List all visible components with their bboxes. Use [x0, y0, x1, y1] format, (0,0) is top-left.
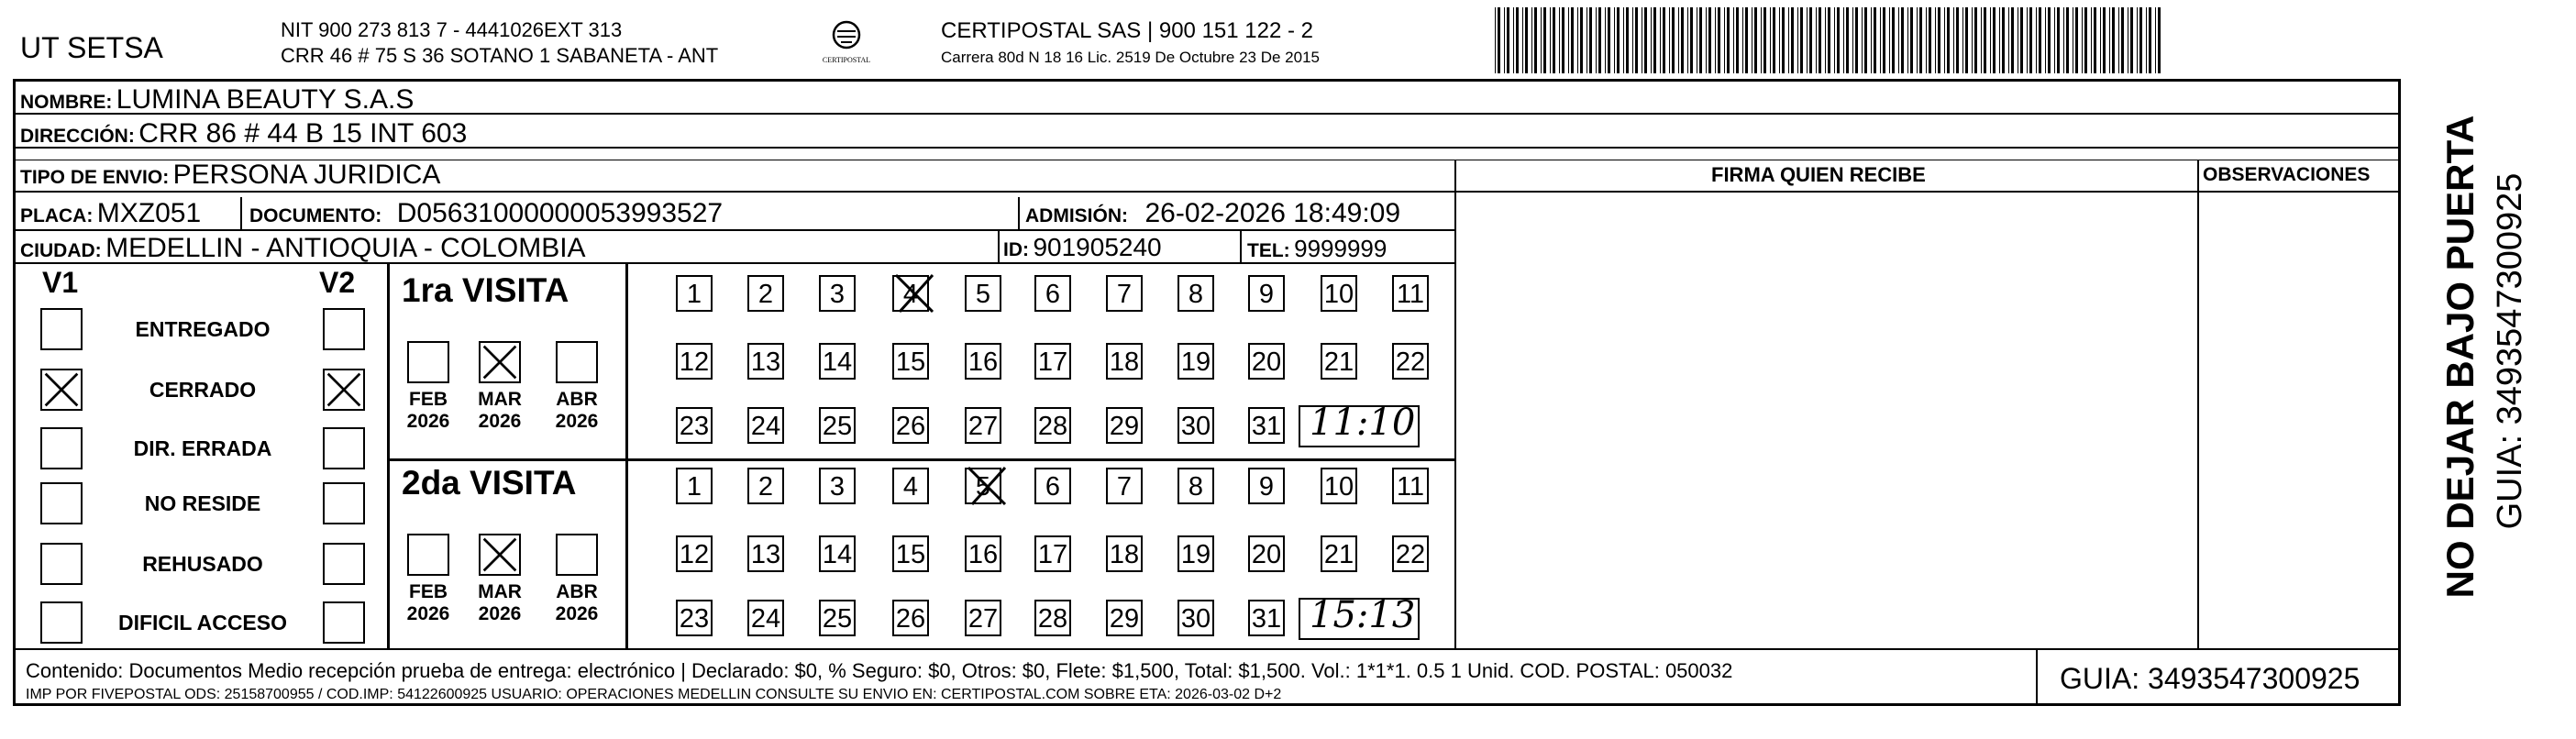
nombre-field — [20, 86, 414, 114]
month-checkbox-abr[interactable] — [556, 534, 598, 576]
tipo-envio-label: TIPO DE ENVIO: — [20, 167, 170, 188]
day-box[interactable]: 6 — [1034, 468, 1071, 504]
day-box[interactable]: 29 — [1106, 600, 1143, 636]
day-box[interactable]: 8 — [1177, 468, 1214, 504]
visit-title: 1ra VISITA — [402, 271, 569, 309]
day-box[interactable]: 21 — [1321, 535, 1357, 572]
observaciones-header: OBSERVACIONES — [2203, 164, 2371, 185]
carrier-line: CERTIPOSTAL SAS | 900 151 122 - 2 — [941, 18, 1313, 43]
day-box[interactable]: 31 — [1248, 407, 1285, 444]
day-box[interactable]: 18 — [1106, 343, 1143, 380]
day-box[interactable]: 15 — [892, 535, 929, 572]
firma-header: FIRMA QUIEN RECIBE — [1711, 163, 1926, 186]
month-checkbox-abr[interactable] — [556, 341, 598, 383]
day-box[interactable]: 14 — [819, 343, 856, 380]
status-label: DIR. ERRADA — [133, 436, 272, 460]
tipo-envio-value: PERSONA JURIDICA — [172, 160, 441, 190]
day-box[interactable]: 11 — [1392, 468, 1429, 504]
id-value: 901905240 — [1033, 233, 1162, 261]
day-box[interactable]: 16 — [965, 343, 1001, 380]
month-name: ABR — [556, 389, 598, 410]
visit-time-box[interactable] — [1299, 402, 1420, 447]
day-box[interactable]: 10 — [1321, 275, 1357, 312]
status-label: ENTREGADO — [135, 317, 271, 341]
month-name: FEB — [409, 389, 448, 410]
day-box[interactable]: 23 — [676, 407, 713, 444]
admision-label: ADMISIÓN: — [1025, 205, 1128, 226]
admision-field — [1025, 200, 1400, 227]
day-box[interactable]: 31 — [1248, 600, 1285, 636]
month-checkbox-mar[interactable] — [479, 341, 521, 383]
company-name: UT SETSA — [20, 31, 163, 64]
month-label — [549, 389, 604, 433]
barcode — [1495, 7, 2164, 73]
day-box[interactable]: 13 — [747, 535, 784, 572]
day-box[interactable]: 25 — [819, 600, 856, 636]
day-box[interactable]: 3 — [819, 275, 856, 312]
month-year: 2026 — [555, 603, 599, 625]
placa-value: MXZ051 — [96, 198, 202, 228]
day-box[interactable]: 19 — [1177, 343, 1214, 380]
day-box[interactable]: 30 — [1177, 407, 1214, 444]
day-box[interactable]: 16 — [965, 535, 1001, 572]
month-label — [472, 581, 527, 625]
month-year: 2026 — [478, 411, 522, 433]
nombre-value: LUMINA BEAUTY S.A.S — [116, 84, 415, 115]
tipo-envio-field — [20, 161, 440, 189]
license-line: Carrera 80d N 18 16 Lic. 2519 De Octubre 23 De 2015 — [941, 49, 1320, 66]
day-box[interactable]: 17 — [1034, 535, 1071, 572]
day-box[interactable]: 19 — [1177, 535, 1214, 572]
day-box[interactable]: 22 — [1392, 535, 1429, 572]
direccion-field — [20, 120, 467, 148]
day-box[interactable]: 2 — [747, 275, 784, 312]
day-box[interactable]: 1 — [676, 275, 713, 312]
day-box[interactable]: 14 — [819, 535, 856, 572]
v1-checkbox-4[interactable] — [40, 543, 83, 585]
month-checkbox-feb[interactable] — [407, 341, 449, 383]
day-box[interactable]: 5 — [965, 468, 1001, 504]
handwritten-time: 15:13 — [1310, 594, 1416, 636]
side-warning-area — [2408, 101, 2573, 623]
id-label: ID: — [1003, 239, 1029, 260]
header — [0, 0, 2576, 79]
month-label — [401, 389, 456, 433]
footer-guia: GUIA: 3493547300925 — [2060, 662, 2360, 695]
day-box[interactable]: 29 — [1106, 407, 1143, 444]
day-box[interactable]: 26 — [892, 407, 929, 444]
documento-field — [249, 200, 723, 227]
visit-time-box[interactable] — [1299, 594, 1420, 640]
day-box[interactable]: 23 — [676, 600, 713, 636]
day-box[interactable]: 24 — [747, 600, 784, 636]
month-name: ABR — [556, 581, 598, 602]
day-box[interactable]: 11 — [1392, 275, 1429, 312]
sender-address: CRR 46 # 75 S 36 SOTANO 1 SABANETA - ANT — [281, 44, 719, 67]
day-box[interactable]: 20 — [1248, 343, 1285, 380]
day-box[interactable]: 20 — [1248, 535, 1285, 572]
day-box[interactable]: 28 — [1034, 600, 1071, 636]
day-cross-mark — [963, 462, 1011, 510]
day-cross-mark — [890, 270, 938, 317]
v1-header: V1 — [42, 266, 79, 299]
day-box[interactable]: 2 — [747, 468, 784, 504]
day-box[interactable]: 7 — [1106, 275, 1143, 312]
v1-checkbox-1[interactable] — [40, 369, 83, 411]
tel-field — [1247, 237, 1387, 260]
v1-checkbox-0[interactable] — [40, 308, 83, 350]
day-box[interactable]: 18 — [1106, 535, 1143, 572]
day-box[interactable]: 25 — [819, 407, 856, 444]
v2-checkbox-3[interactable] — [323, 482, 365, 524]
day-box[interactable]: 3 — [819, 468, 856, 504]
day-box[interactable]: 13 — [747, 343, 784, 380]
month-checkbox-mar[interactable] — [479, 534, 521, 576]
month-label — [401, 581, 456, 625]
day-box[interactable]: 5 — [965, 275, 1001, 312]
status-label: DIFICIL ACCESO — [117, 611, 287, 634]
day-box[interactable]: 28 — [1034, 407, 1071, 444]
day-box[interactable]: 8 — [1177, 275, 1214, 312]
month-label — [549, 581, 604, 625]
ciudad-field — [20, 235, 586, 262]
ciudad-value: MEDELLIN - ANTIOQUIA - COLOMBIA — [105, 233, 586, 263]
nit-line: NIT 900 273 813 7 - 4441026EXT 313 — [281, 18, 623, 41]
status-label: REHUSADO — [142, 552, 263, 576]
v1-checkbox-5[interactable] — [40, 601, 83, 644]
day-box[interactable]: 12 — [676, 535, 713, 572]
month-year: 2026 — [406, 603, 450, 625]
day-box[interactable]: 22 — [1392, 343, 1429, 380]
day-box[interactable]: 4 — [892, 468, 929, 504]
nombre-label: NOMBRE: — [20, 92, 113, 113]
tel-value: 9999999 — [1294, 235, 1388, 262]
month-name: FEB — [409, 581, 448, 602]
day-box[interactable]: 9 — [1248, 275, 1285, 312]
side-guia: GUIA: 3493547300925 — [2491, 172, 2529, 530]
placa-label: PLACA: — [20, 205, 94, 226]
handwritten-time: 11:10 — [1310, 402, 1416, 444]
day-box[interactable]: 21 — [1321, 343, 1357, 380]
month-year: 2026 — [555, 411, 599, 433]
day-box[interactable]: 24 — [747, 407, 784, 444]
documento-label: DOCUMENTO: — [249, 205, 382, 226]
status-label: CERRADO — [149, 378, 257, 402]
contenido-line: Contenido: Documentos Medio recepción prueba de entrega: electrónico | Declarado: $0, % Seguro: $0, Otros: $0, Flete: $1,500, Total: $1,500. Vol.: 1*1*1. 0.5 1 Unid. COD. POSTAL: 050032 — [26, 659, 1733, 682]
day-box[interactable]: 4 — [892, 275, 929, 312]
day-box[interactable]: 30 — [1177, 600, 1214, 636]
v2-checkbox-2[interactable] — [323, 427, 365, 469]
no-dejar-bajo-puerta: NO DEJAR BAJO PUERTA — [2438, 115, 2482, 599]
day-box[interactable]: 7 — [1106, 468, 1143, 504]
month-name: MAR — [478, 581, 522, 602]
day-box[interactable]: 26 — [892, 600, 929, 636]
imp-line: IMP POR FIVEPOSTAL ODS: 25158700955 / COD.IMP: 54122600925 USUARIO: OPERACIONES MEDELLIN CONSULTE SU ENVIO EN: CERTIPOSTAL.COM SOBRE ETA: 2026-03-02 D+2 — [26, 687, 1282, 702]
admision-value: 26-02-2026 18:49:09 — [1144, 198, 1401, 228]
day-box[interactable]: 27 — [965, 600, 1001, 636]
day-box[interactable]: 12 — [676, 343, 713, 380]
documento-value: D05631000000053993527 — [396, 198, 724, 228]
direccion-label: DIRECCIÓN: — [20, 126, 135, 147]
month-year: 2026 — [406, 411, 450, 433]
day-box[interactable]: 27 — [965, 407, 1001, 444]
day-box[interactable]: 1 — [676, 468, 713, 504]
v1-checkbox-3[interactable] — [40, 482, 83, 524]
v2-checkbox-5[interactable] — [323, 601, 365, 644]
placa-field — [20, 200, 201, 227]
month-name: MAR — [478, 389, 522, 410]
status-label: NO RESIDE — [144, 491, 261, 515]
v2-checkbox-0[interactable] — [323, 308, 365, 350]
month-year: 2026 — [478, 603, 522, 625]
day-box[interactable]: 6 — [1034, 275, 1071, 312]
day-box[interactable]: 15 — [892, 343, 929, 380]
v1-checkbox-2[interactable] — [40, 427, 83, 469]
visit-title: 2da VISITA — [402, 464, 577, 502]
tel-label: TEL: — [1247, 240, 1290, 261]
direccion-value: CRR 86 # 44 B 15 INT 603 — [138, 118, 468, 149]
month-checkbox-feb[interactable] — [407, 534, 449, 576]
month-label — [472, 389, 527, 433]
v2-checkbox-4[interactable] — [323, 543, 365, 585]
ciudad-label: CIUDAD: — [20, 240, 102, 261]
day-box[interactable]: 9 — [1248, 468, 1285, 504]
certipostal-logo — [814, 18, 879, 70]
day-box[interactable]: 17 — [1034, 343, 1071, 380]
day-box[interactable]: 10 — [1321, 468, 1357, 504]
v2-header: V2 — [319, 266, 356, 299]
svg-text:CERTIPOSTAL: CERTIPOSTAL — [822, 56, 871, 64]
id-field — [1003, 235, 1162, 260]
v2-checkbox-1[interactable] — [323, 369, 365, 411]
